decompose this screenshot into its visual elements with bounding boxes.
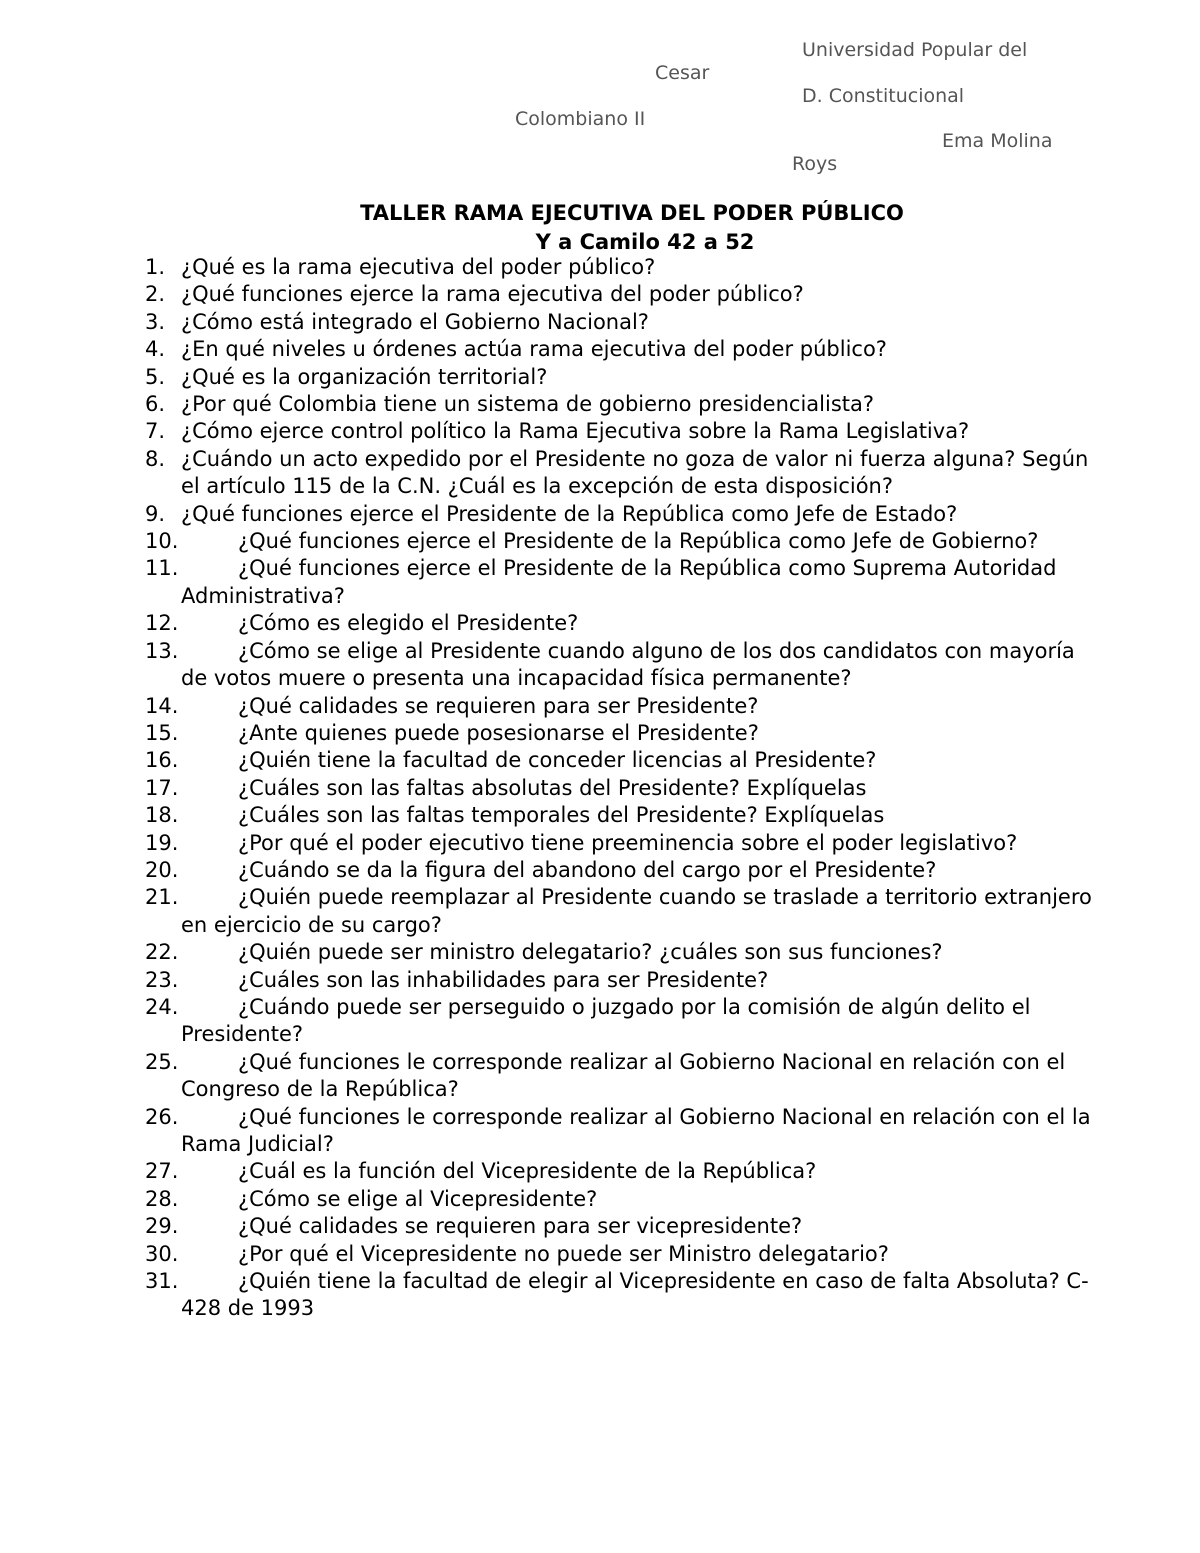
question-text: ¿Cómo es elegido el Presidente? xyxy=(238,611,579,636)
header-author-line-cont: Roys xyxy=(792,153,838,175)
question-text: ¿En qué niveles u órdenes actúa rama ejecutiva del poder público? xyxy=(181,337,887,362)
question-item xyxy=(0,501,1101,528)
question-number: 3. xyxy=(145,309,166,334)
question-text: ¿Cuáles son las inhabilidades para ser Presidente? xyxy=(238,967,769,992)
question-number: 29. xyxy=(145,1214,179,1239)
question-item xyxy=(0,802,1101,829)
question-text: ¿Cómo está integrado el Gobierno Nacional? xyxy=(181,309,649,334)
question-number: 16. xyxy=(145,748,179,773)
question-text: ¿Cómo ejerce control político la Rama Ejecutiva sobre la Rama Legislativa? xyxy=(181,419,970,444)
question-text: ¿Ante quienes puede posesionarse el Presidente? xyxy=(238,720,759,745)
question-item xyxy=(0,747,1101,774)
question-item xyxy=(0,336,1101,363)
question-number: 24. xyxy=(145,994,179,1019)
question-text: ¿Quién tiene la facultad de elegir al Vicepresidente en caso de falta Absoluta? C-428 de 1993 xyxy=(181,1269,1089,1321)
question-item xyxy=(0,254,1101,281)
question-item xyxy=(0,1268,1101,1323)
question-item xyxy=(0,364,1101,391)
question-number: 1. xyxy=(145,255,166,279)
header-author-line: Ema Molina xyxy=(942,130,1053,152)
question-text: ¿Cómo se elige al Presidente cuando alguno de los dos candidatos con mayoría de votos muere o presenta una incapacidad física permanente? xyxy=(181,638,1075,691)
header-course-line: D. Constitucional xyxy=(802,85,965,107)
question-item xyxy=(0,1241,1101,1268)
question-item xyxy=(0,939,1101,966)
question-number: 18. xyxy=(145,803,179,828)
question-number: 10. xyxy=(145,529,179,554)
question-text: ¿Por qué el Vicepresidente no puede ser Ministro delegatario? xyxy=(238,1241,889,1266)
question-item xyxy=(0,309,1101,336)
question-text: ¿Qué funciones le corresponde realizar al Gobierno Nacional en relación con el la Rama Judicial? xyxy=(181,1104,1091,1156)
header-course-line-cont: Colombiano II xyxy=(515,108,646,130)
question-item xyxy=(0,775,1101,802)
question-text: ¿Cuál es la función del Vicepresidente de la República? xyxy=(238,1159,817,1184)
question-text: ¿Qué es la rama ejecutiva del poder público? xyxy=(181,255,656,279)
question-number: 15. xyxy=(145,720,179,745)
document-title: TALLER RAMA EJECUTIVA DEL PODER PÚBLICO xyxy=(360,201,904,225)
question-item xyxy=(0,418,1101,445)
question-number: 5. xyxy=(145,364,166,389)
question-text: ¿Qué funciones ejerce el Presidente de la República como Suprema Autoridad Administrativa? xyxy=(181,556,1057,608)
question-item xyxy=(0,1049,1101,1104)
question-number: 26. xyxy=(145,1104,179,1129)
question-number: 4. xyxy=(145,337,166,362)
question-text: ¿Cuándo un acto expedido por el Presidente no goza de valor ni fuerza alguna? Según el artículo 115 de la C.N. ¿Cuál es la excepción de esta disposición? xyxy=(181,446,1089,499)
question-text: ¿Por qué Colombia tiene un sistema de gobierno presidencialista? xyxy=(181,392,875,417)
question-item xyxy=(0,720,1101,747)
question-text: ¿Cuándo se da la figura del abandono del cargo por el Presidente? xyxy=(238,857,937,882)
question-item xyxy=(0,555,1101,610)
question-text: ¿Qué funciones le corresponde realizar al Gobierno Nacional en relación con el Congreso de la República? xyxy=(181,1049,1066,1102)
question-number: 19. xyxy=(145,830,179,855)
question-number: 8. xyxy=(145,446,166,471)
question-number: 14. xyxy=(145,693,179,718)
question-item xyxy=(0,281,1101,308)
question-text: ¿Por qué el poder ejecutivo tiene preeminencia sobre el poder legislativo? xyxy=(238,830,1018,855)
question-number: 17. xyxy=(145,775,179,800)
question-text: ¿Cuándo puede ser perseguido o juzgado por la comisión de algún delito el Presidente? xyxy=(181,994,1031,1047)
question-number: 22. xyxy=(145,940,179,965)
question-text: ¿Qué calidades se requieren para ser vicepresidente? xyxy=(238,1214,803,1239)
question-item xyxy=(0,884,1101,939)
question-item xyxy=(0,446,1101,501)
question-number: 9. xyxy=(145,501,166,526)
question-number: 23. xyxy=(145,967,179,992)
question-number: 31. xyxy=(145,1269,179,1294)
question-item xyxy=(0,830,1101,857)
question-text: ¿Quién puede reemplazar al Presidente cuando se traslade a territorio extranjero en ejercicio de su cargo? xyxy=(181,885,1092,937)
question-number: 28. xyxy=(145,1186,179,1211)
question-number: 30. xyxy=(145,1241,179,1266)
question-text: ¿Qué es la organización territorial? xyxy=(181,364,548,389)
question-number: 21. xyxy=(145,885,179,910)
question-text: ¿Quién puede ser ministro delegatario? ¿cuáles son sus funciones? xyxy=(238,940,943,965)
question-text: ¿Qué funciones ejerce el Presidente de la República como Jefe de Estado? xyxy=(181,501,958,526)
question-item xyxy=(0,693,1101,720)
question-number: 7. xyxy=(145,419,166,444)
question-text: ¿Qué funciones ejerce el Presidente de la República como Jefe de Gobierno? xyxy=(238,529,1039,554)
question-text: ¿Cuáles son las faltas absolutas del Presidente? Explíquelas xyxy=(238,775,867,800)
question-number: 27. xyxy=(145,1159,179,1184)
question-list xyxy=(0,254,1200,1323)
question-number: 12. xyxy=(145,611,179,636)
question-text: ¿Cómo se elige al Vicepresidente? xyxy=(238,1186,598,1211)
question-item xyxy=(0,1186,1101,1213)
question-item xyxy=(0,1104,1101,1159)
question-number: 20. xyxy=(145,857,179,882)
question-item xyxy=(0,391,1101,418)
question-text: ¿Cuáles son las faltas temporales del Presidente? Explíquelas xyxy=(238,803,885,828)
header-university-line-cont: Cesar xyxy=(655,62,710,84)
question-number: 13. xyxy=(145,638,179,663)
question-number: 6. xyxy=(145,392,166,417)
question-item xyxy=(0,638,1101,693)
question-item xyxy=(0,610,1101,637)
document-header xyxy=(0,0,1200,200)
question-text: ¿Qué funciones ejerce la rama ejecutiva del poder público? xyxy=(181,282,804,307)
question-number: 11. xyxy=(145,556,179,581)
question-item xyxy=(0,857,1101,884)
question-text: ¿Quién tiene la facultad de conceder licencias al Presidente? xyxy=(238,748,877,773)
question-item xyxy=(0,1213,1101,1240)
question-item xyxy=(0,1158,1101,1185)
question-item xyxy=(0,994,1101,1049)
document-subtitle: Y a Camilo 42 a 52 xyxy=(535,230,755,254)
question-item xyxy=(0,967,1101,994)
header-university-line: Universidad Popular del xyxy=(802,39,1028,61)
question-number: 2. xyxy=(145,282,166,307)
question-number: 25. xyxy=(145,1049,179,1074)
question-text: ¿Qué calidades se requieren para ser Presidente? xyxy=(238,693,759,718)
question-item xyxy=(0,528,1101,555)
